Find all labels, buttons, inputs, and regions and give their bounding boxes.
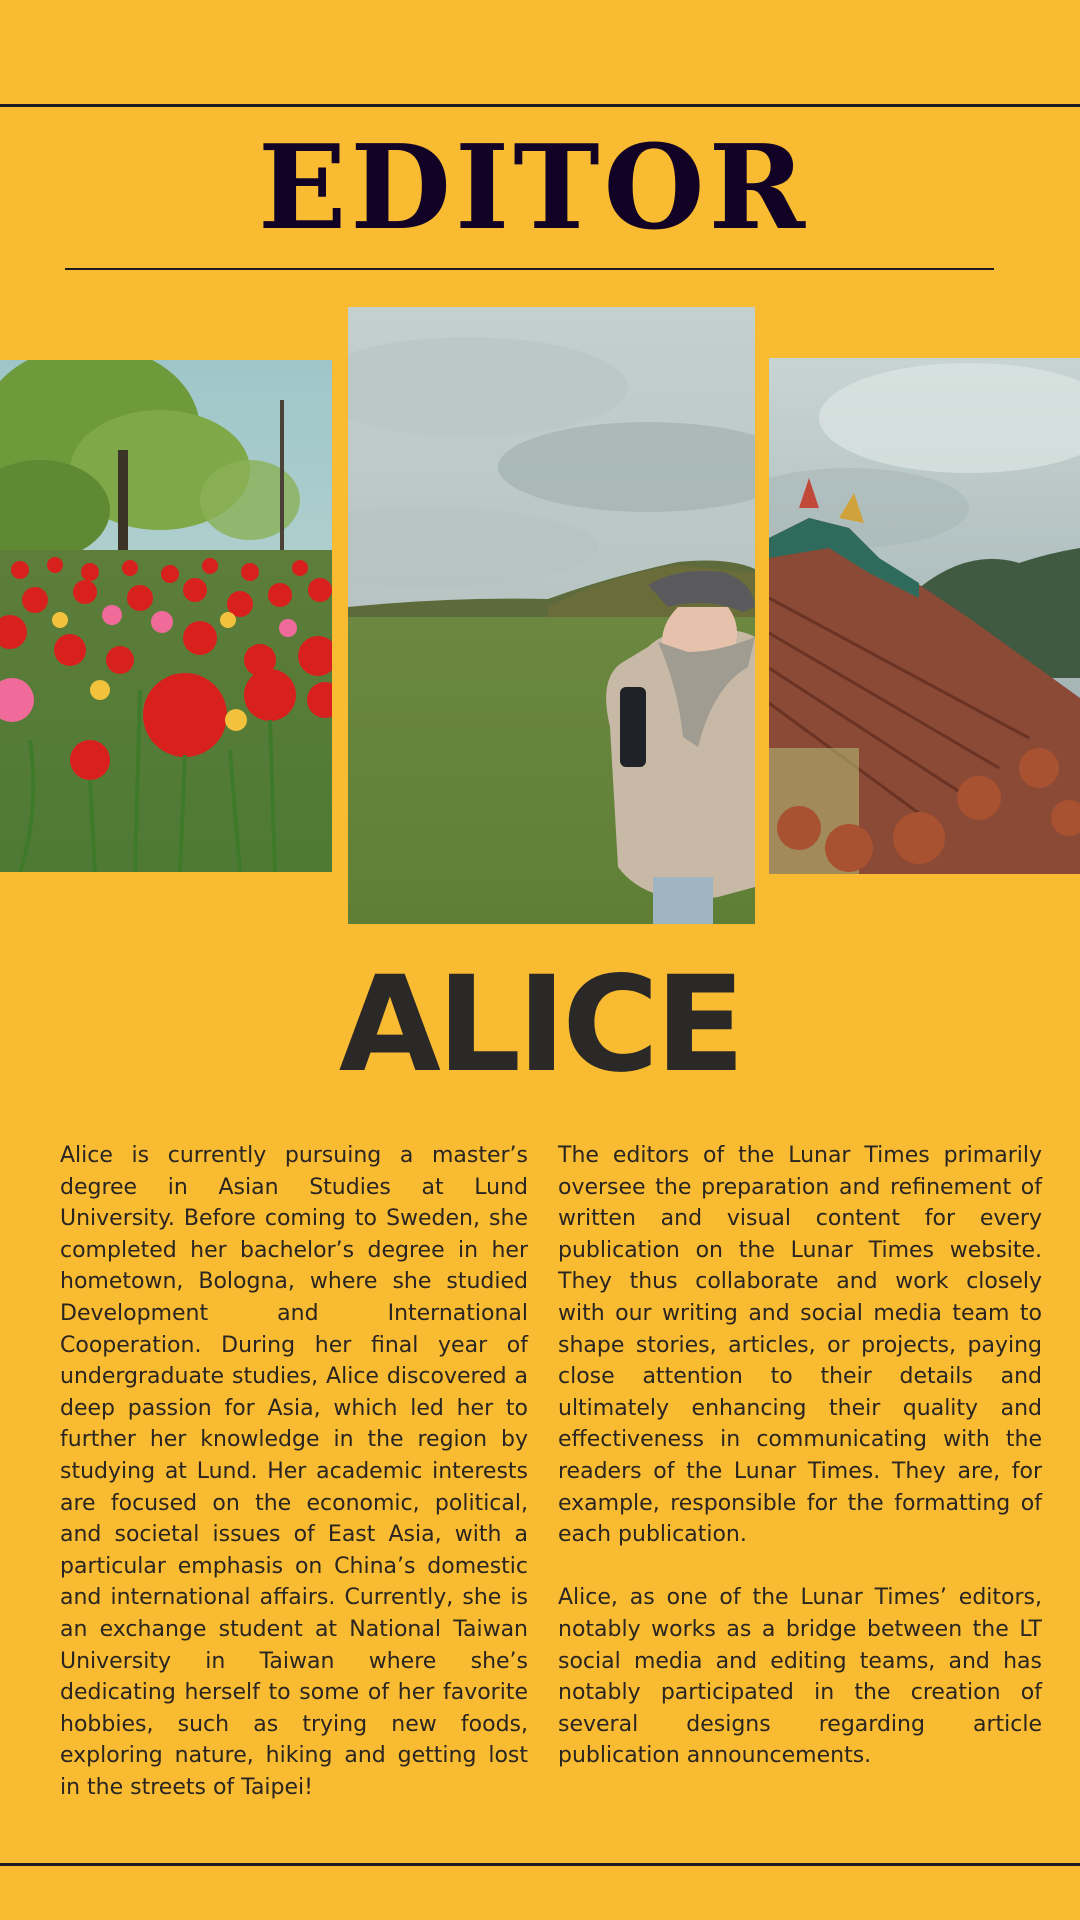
temple-roof-photo: [769, 358, 1080, 874]
role-column: [558, 1140, 1042, 1803]
title-divider: [65, 268, 994, 270]
bottom-divider: [0, 1863, 1080, 1866]
portrait-in-park-photo: [348, 307, 755, 924]
top-divider: [0, 104, 1080, 107]
role-paragraph: The editors of the Lunar Times primarily oversee the preparation and refinement of written and visual content for every publication on the Lunar Times website. They thus collaborate and work closely with our writing and social media team to shape stories, articles, or projects, paying close attention to their details and ultimately enhancing their quality and effectiveness in communicating with the readers of the Lunar Times. They are, for example, responsible for the formatting of each publication.: [558, 1143, 1042, 1548]
editor-name: ALICE: [338, 948, 742, 1102]
bio-paragraph: Alice is currently pursuing a master’s degree in Asian Studies at Lund University. Before coming to Sweden, she completed her bachelor’s degree in her hometown, Bologna, where she studied Development and International Cooperation. During her final year of undergraduate studies, Alice discovered a deep passion for Asia, which led her to further her knowledge in the region by studying at Lund. Her academic interests are focused on the economic, political, and societal issues of East Asia, with a particular emphasis on China’s domestic and international affairs. Currently, she is an exchange student at National Taiwan University in Taiwan where she’s dedicating herself to some of her favorite hobbies, such as trying new foods, exploring nature, hiking and getting lost in the streets of Taipei!: [60, 1143, 528, 1800]
bio-column: [60, 1140, 528, 1835]
contribution-paragraph: Alice, as one of the Lunar Times’ editors, notably works as a bridge between the LT social media and editing teams, and has notably participated in the creation of several designs regarding article publication announcements.: [558, 1585, 1042, 1769]
page-title: EDITOR: [257, 120, 810, 256]
tulip-field-photo: [0, 360, 332, 872]
